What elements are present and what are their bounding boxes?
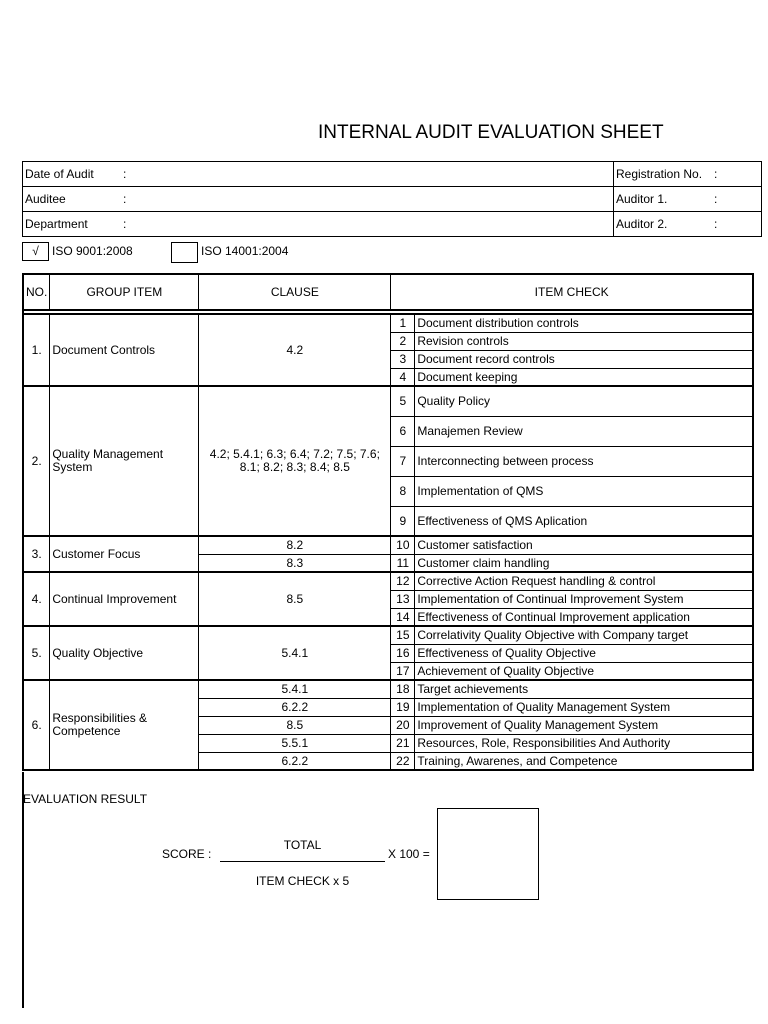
item-text: Manajemen Review <box>415 416 753 446</box>
score-denominator: ITEM CHECK x 5 <box>255 874 350 888</box>
item-number: 7 <box>391 446 415 476</box>
item-number: 3 <box>391 350 415 368</box>
group-clause: 6.2.2 <box>199 698 391 716</box>
score-label: SCORE : <box>162 847 212 861</box>
item-number: 2 <box>391 332 415 350</box>
date-of-audit-cell: Date of Audit : <box>23 162 614 187</box>
group-no: 4. <box>23 572 50 626</box>
item-number: 6 <box>391 416 415 446</box>
auditor-1-cell: Auditor 1. : <box>614 187 762 212</box>
auditor-2-label: Auditor 2. <box>616 217 668 231</box>
iso-14001-checkbox[interactable] <box>171 242 198 263</box>
item-text: Document keeping <box>415 368 753 386</box>
item-text: Implementation of Continual Improvement System <box>415 590 753 608</box>
item-text: Document record controls <box>415 350 753 368</box>
item-text: Improvement of Quality Management System <box>415 716 753 734</box>
item-text: Document distribution controls <box>415 314 753 332</box>
item-number: 5 <box>391 386 415 416</box>
item-number: 20 <box>391 716 415 734</box>
table-row <box>23 386 753 416</box>
group-clause: 8.2 <box>199 536 391 554</box>
iso-9001-checkbox[interactable]: √ <box>22 242 49 261</box>
item-number: 13 <box>391 590 415 608</box>
auditor-1-label: Auditor 1. <box>616 192 668 206</box>
item-text: Customer satisfaction <box>415 536 753 554</box>
item-text: Revision controls <box>415 332 753 350</box>
group-clause: 5.4.1 <box>199 626 391 680</box>
table-row <box>23 536 753 554</box>
item-number: 16 <box>391 644 415 662</box>
col-clause-header: CLAUSE <box>199 274 391 310</box>
table-row <box>23 626 753 644</box>
group-clause: 6.2.2 <box>199 752 391 770</box>
group-name: Continual Improvement <box>50 572 199 626</box>
registration-no-label: Registration No. <box>616 167 703 181</box>
group-clause: 8.5 <box>199 572 391 626</box>
score-result-box[interactable] <box>437 808 539 900</box>
item-number: 11 <box>391 554 415 572</box>
item-number: 14 <box>391 608 415 626</box>
item-number: 22 <box>391 752 415 770</box>
item-text: Quality Policy <box>415 386 753 416</box>
col-no-header: NO. <box>23 274 50 310</box>
group-clause: 5.4.1 <box>199 680 391 698</box>
item-text: Corrective Action Request handling & control <box>415 572 753 590</box>
item-number: 8 <box>391 476 415 506</box>
item-text: Correlativity Quality Objective with Company target <box>415 626 753 644</box>
item-text: Training, Awarenes, and Competence <box>415 752 753 770</box>
item-text: Effectiveness of Continual Improvement application <box>415 608 753 626</box>
col-group-header: GROUP ITEM <box>50 274 199 310</box>
fraction-line <box>220 861 385 862</box>
group-name: Quality Management System <box>50 386 199 536</box>
group-name: Customer Focus <box>50 536 199 572</box>
item-number: 15 <box>391 626 415 644</box>
item-text: Achievement of Quality Objective <box>415 662 753 680</box>
item-number: 12 <box>391 572 415 590</box>
item-text: Customer claim handling <box>415 554 753 572</box>
table-header-row <box>23 274 753 310</box>
item-text: Effectiveness of QMS Aplication <box>415 506 753 536</box>
page-title: INTERNAL AUDIT EVALUATION SHEET <box>318 122 664 143</box>
group-clause: 8.3 <box>199 554 391 572</box>
item-text: Target achievements <box>415 680 753 698</box>
table-row <box>23 680 753 698</box>
iso-14001-label: ISO 14001:2004 <box>201 244 289 258</box>
group-no: 1. <box>23 314 50 386</box>
item-text: Implementation of QMS <box>415 476 753 506</box>
item-text: Interconnecting between process <box>415 446 753 476</box>
iso-9001-label: ISO 9001:2008 <box>52 244 133 258</box>
item-number: 17 <box>391 662 415 680</box>
item-text: Resources, Role, Responsibilities And Authority <box>415 734 753 752</box>
group-clause: 4.2; 5.4.1; 6.3; 6.4; 7.2; 7.5; 7.6; 8.1; 8.2; 8.3; 8.4; 8.5 <box>199 386 391 536</box>
registration-no-cell: Registration No. : <box>614 162 762 187</box>
department-label: Department <box>25 217 88 231</box>
item-number: 21 <box>391 734 415 752</box>
item-text: Implementation of Quality Management System <box>415 698 753 716</box>
table-row <box>23 314 753 332</box>
item-text: Effectiveness of Quality Objective <box>415 644 753 662</box>
auditee-cell: Auditee : <box>23 187 614 212</box>
date-of-audit-label: Date of Audit <box>25 167 94 181</box>
evaluation-table <box>22 273 754 771</box>
item-number: 18 <box>391 680 415 698</box>
item-number: 19 <box>391 698 415 716</box>
group-no: 5. <box>23 626 50 680</box>
group-name: Responsibilities & Competence <box>50 680 199 770</box>
col-item-header: ITEM CHECK <box>391 274 753 310</box>
table-row <box>23 572 753 590</box>
group-name: Quality Objective <box>50 626 199 680</box>
department-cell: Department : <box>23 212 614 237</box>
group-clause: 4.2 <box>199 314 391 386</box>
item-number: 10 <box>391 536 415 554</box>
section-border <box>22 772 24 1008</box>
audit-info-table <box>22 161 762 237</box>
group-clause: 5.5.1 <box>199 734 391 752</box>
auditee-label: Auditee <box>25 192 66 206</box>
auditor-2-cell: Auditor 2. : <box>614 212 762 237</box>
item-number: 1 <box>391 314 415 332</box>
evaluation-heading: EVALUATION RESULT <box>23 792 148 806</box>
group-no: 3. <box>23 536 50 572</box>
group-clause: 8.5 <box>199 716 391 734</box>
group-name: Document Controls <box>50 314 199 386</box>
score-numerator: TOTAL <box>283 838 322 852</box>
item-number: 9 <box>391 506 415 536</box>
score-multiplier: X 100 = <box>388 847 430 861</box>
group-no: 2. <box>23 386 50 536</box>
group-no: 6. <box>23 680 50 770</box>
item-number: 4 <box>391 368 415 386</box>
